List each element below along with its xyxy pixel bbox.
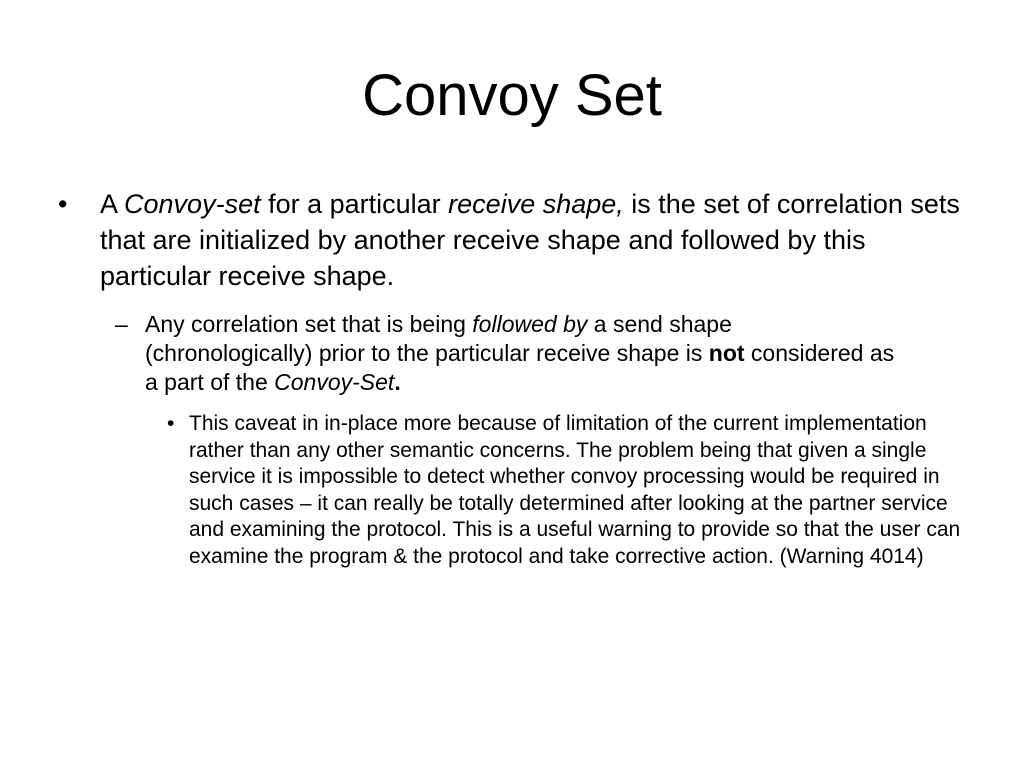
bullet2-text-c: considered as a part of the [145,340,895,395]
bullet2-period: . [394,369,401,395]
bullet1-term-convoy-set: Convoy-set [124,189,261,219]
bullet2-text-a: Any correlation set that is being [145,311,473,337]
bullet2-emphasis-not: not [708,340,745,366]
bullet1-term-receive-shape: receive shape, [448,189,624,219]
bullet-level-1 [58,186,978,294]
bullet1-text-c: is the set of correlation sets that are initialized by another receive shape and followed by this particular receive shape. [100,189,960,291]
bullet3-text: This caveat in in-place more because of limitation of the current implementation rather than any other semantic concerns. The problem being that given a single service it is impossible to detect whether convoy processing would be required in such cases – it can really be totally determined after looking at the partner service and examining the protocol. This is a useful warning to provide so that the user can examine the program & the protocol and take corrective action. (Warning 4014) [189,412,961,568]
bullet2-text-b: a send shape (chronologically) prior to the particular receive shape is [145,311,732,366]
slide-title: Convoy Set [362,63,662,128]
slide-body [58,186,978,570]
bullet1-text-b: for a particular [260,189,449,219]
dash-marker: – [115,311,128,337]
dot-marker: • [167,412,175,435]
bullet2-term-followed-by: followed by [472,311,588,337]
bullet-level-2 [115,310,905,397]
bullet2-term-convoy-set: Convoy-Set [274,369,395,395]
bullet-level-3 [167,411,969,570]
bullet1-text-a: A [100,189,125,219]
bullet-marker: • [58,189,68,219]
